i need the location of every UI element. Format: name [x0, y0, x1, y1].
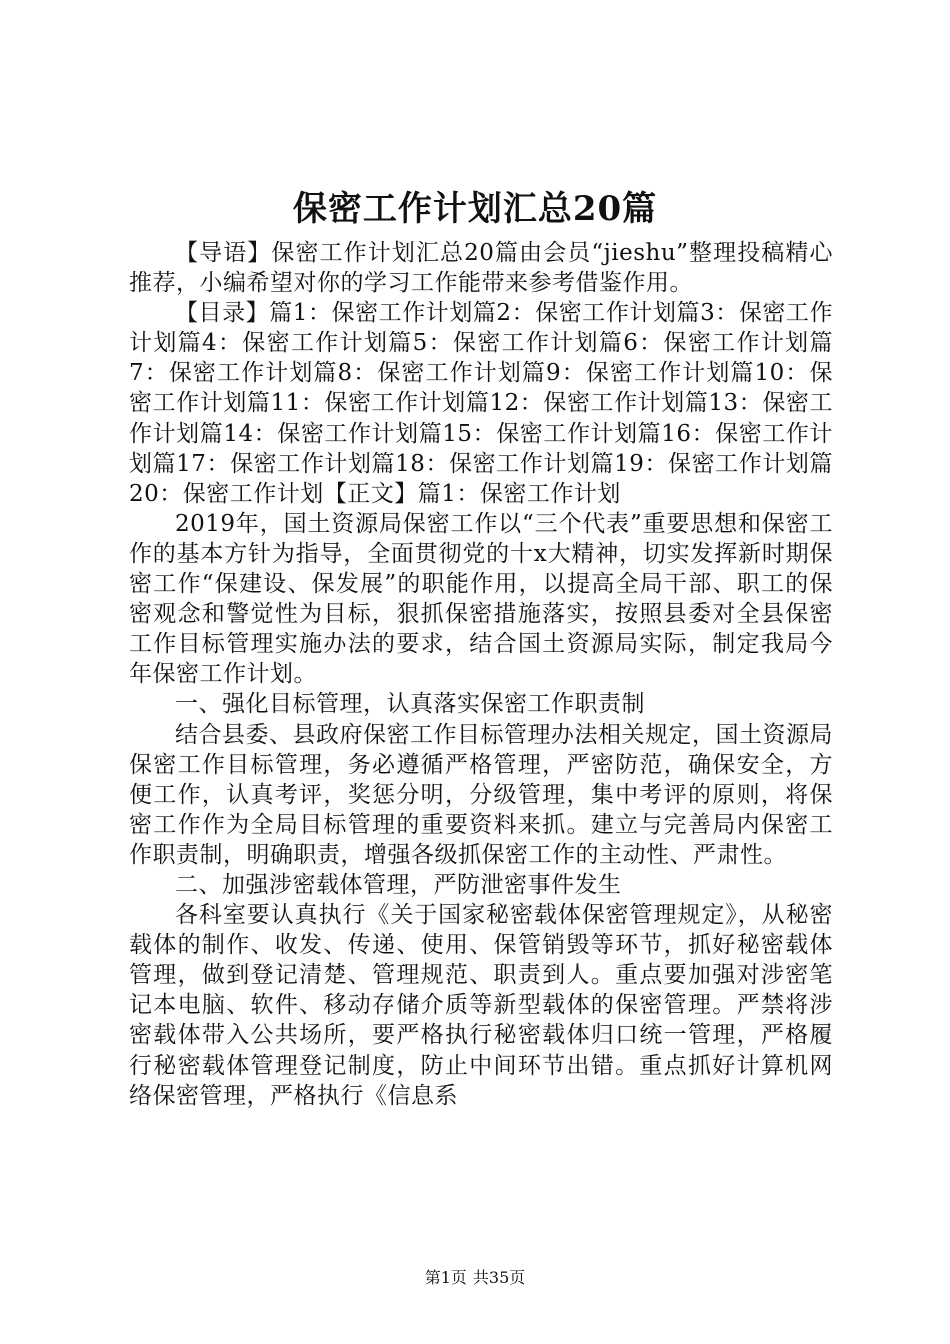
section-heading: 二、加强涉密载体管理，严防泄密事件发生 [175, 871, 622, 898]
document-body [129, 238, 833, 1111]
section-heading: 一、强化目标管理，认真落实保密工作职责制 [175, 691, 645, 718]
toc-paragraph: 【目录】篇1：保密工作计划篇2：保密工作计划篇3：保密工作计划篇4：保密工作计划篇5：保密工作计划篇6：保密工作计划篇7：保密工作计划篇8：保密工作计划篇9：保密工作计划篇10：保密工作计划篇11：保密工作计划篇12：保密工作计划篇13：保密工作计划篇14：保密工作计划篇15：保密工作计划篇16：保密工作计划篇17：保密工作计划篇18：保密工作计划篇19：保密工作计划篇20：保密工作计划【正文】篇1：保密工作计划 [129, 300, 833, 507]
document-title: 保密工作计划汇总20篇 [292, 189, 658, 229]
page-total: 共35页 [472, 1268, 526, 1287]
intro-paragraph: 【导语】保密工作计划汇总20篇由会员“jieshu”整理投稿精心推荐，小编希望对你的学习工作能带来参考借鉴作用。 [129, 240, 833, 297]
body-paragraph: 2019年，国土资源局保密工作以“三个代表”重要思想和保密工作的基本方针为指导，全面贯彻党的十x大精神，切实发挥新时期保密工作“保建设、保发展”的职能作用，以提高全局干部、职工的保密观念和警觉性为目标，狠抓保密措施落实，按照县委对全县保密工作目标管理实施办法的要求，结合国土资源局实际，制定我局今年保密工作计划。 [129, 510, 833, 688]
page-footer [0, 1268, 950, 1288]
page-number: 第1页 [424, 1268, 467, 1287]
body-paragraph: 结合县委、县政府保密工作目标管理办法相关规定，国土资源局保密工作目标管理，务必遵循严格管理，严密防范，确保安全，方便工作，认真考评，奖惩分明，分级管理，集中考评的原则，将保密工作作为全局目标管理的重要资料来抓。建立与完善局内保密工作职责制，明确职责，增强各级抓保密工作的主动性、严肃性。 [129, 721, 833, 868]
body-paragraph: 各科室要认真执行《关于国家秘密载体保密管理规定》，从秘密载体的制作、收发、传递、使用、保管销毁等环节，抓好秘密载体管理，做到登记清楚、管理规范、职责到人。重点要加强对涉密笔记本电脑、软件、移动存储介质等新型载体的保密管理。严禁将涉密载体带入公共场所，要严格执行秘密载体归口统一管理，严格履行秘密载体管理登记制度，防止中间环节出错。重点抓好计算机网络保密管理，严格执行《信息系 [129, 902, 833, 1109]
